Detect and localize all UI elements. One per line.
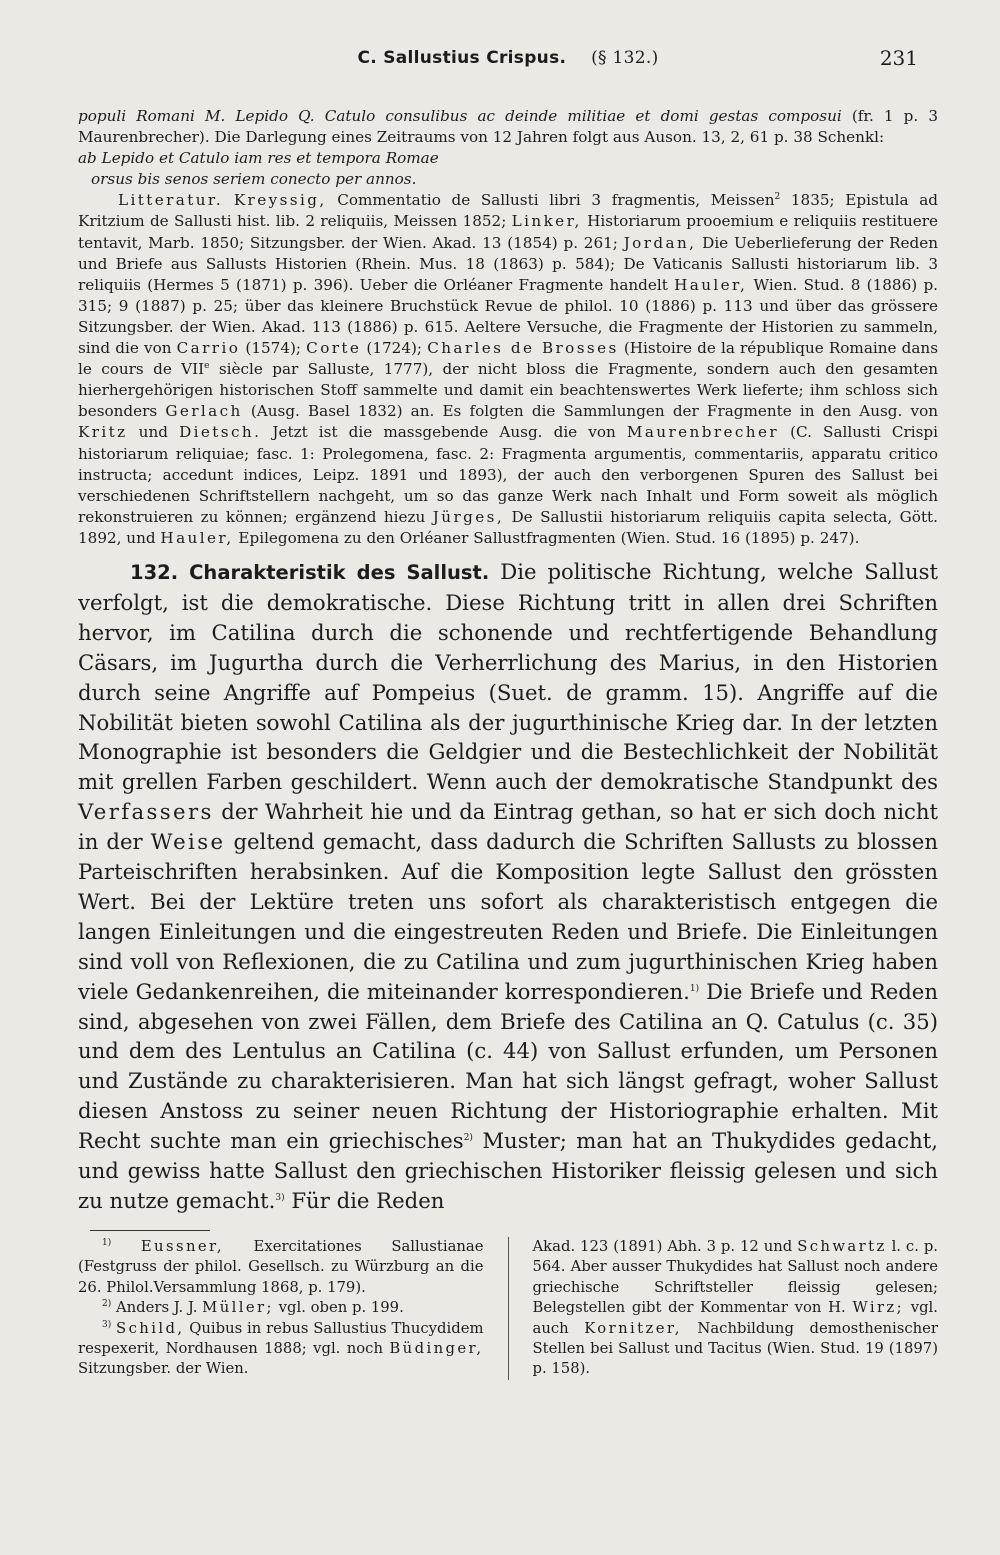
- book-page: [78, 40, 938, 1380]
- author-name: Schwartz: [797, 1237, 887, 1255]
- footnote-mark: 1): [102, 1237, 112, 1248]
- spaced-word: Weise: [150, 829, 226, 855]
- text-run: vgl. auch: [532, 1299, 938, 1337]
- author-name: Jürges,: [432, 507, 505, 526]
- superscript: 2: [774, 192, 781, 203]
- author-name: Schild,: [116, 1319, 185, 1337]
- page-number: 231: [879, 46, 918, 70]
- text-run: Die Ueberlieferung der Reden und Briefe aus Sallusts Historien (Rhein. Mus. 18 (1863) p. 584); De Vaticanis Sallusti historiarum lib. 3 reliquiis (Hermes 5 (1871) p. 396). Ueber die Orléaner Fragmente handelt: [78, 233, 938, 294]
- text-run: l. c. p. 564. Aber ausser Thukydides hat Sallust noch andere griechische Schriftsteller fleissig gelesen; Belegstellen gibt der Kommentar von H.: [532, 1237, 938, 1317]
- author-name: Corte: [306, 339, 362, 358]
- text-run: 1835; Epistula ad Kritzium de Sallusti hist. lib. 2 reliquiis, Meissen 1852;: [78, 191, 938, 231]
- running-header: [78, 40, 938, 76]
- text-run: Commentatio de Sallusti libri 3 fragmentis, Meissen: [326, 191, 775, 210]
- footnote-1: [78, 1237, 484, 1298]
- spaced-word: Verfassers: [78, 799, 214, 825]
- verse-line-1: ab Lepido et Catulo iam res et tempora Romae: [78, 149, 439, 168]
- author-name: Büdinger,: [389, 1339, 484, 1357]
- text-run: (1574);: [240, 339, 307, 358]
- footnote-3: [78, 1319, 484, 1380]
- footnote-column-divider: [508, 1237, 509, 1380]
- author-name: Linker,: [511, 212, 582, 231]
- footnote-3-continued: [533, 1237, 939, 1380]
- text-run: Nachbildung demosthenischer Stellen bei Sallust und Tacitus (Wien. Stud. 19 (1897) p. 158).: [532, 1319, 938, 1378]
- author-name: Kreyssig,: [233, 191, 327, 210]
- author-name: Wirz;: [852, 1299, 905, 1317]
- text-run: und: [127, 423, 180, 442]
- author-name: Hauler,: [674, 275, 748, 294]
- main-section: [78, 557, 938, 1216]
- running-title-text: C. Sallustius Crispus.: [357, 48, 567, 68]
- intro-text: (fr. 1 p. 3 Maurenbrecher). Die Darlegung eines Zeitraums von 12 Jahren folgt aus Auson. 13, 2, 61 p. 38 Schenkl:: [78, 107, 938, 147]
- author-name: Carrio: [176, 339, 241, 358]
- text-run: Anders J. J.: [111, 1299, 203, 1317]
- footnote-column-left: [78, 1237, 484, 1380]
- footnote-ref-3[interactable]: 3): [275, 1192, 285, 1203]
- text-run: geltend gemacht, dass dadurch die Schriften Sallusts zu blossen Parteischriften herabsinken. Auf die Komposition legte Sallust den grössten Wert. Bei der Lektüre treten uns sofort als charakteristisch entgegen die langen Einleitungen und die eingestreuten Reden und Briefe. Die Einleitungen sind voll von Reflexionen, die zu Catilina und zum jugurthinischen Krieg haben viele Gedankenreihen, die miteinander korrespondieren.: [78, 829, 938, 1004]
- author-name: Hauler,: [160, 528, 234, 547]
- text-run: siècle par Salluste, 1777), der nicht bloss die Fragmente, sondern auch den gesamten hierhergehörigen historischen Stoff sammelte und damit ein beachtenswertes Werk lieferte; ihm schloss sich besonders: [78, 360, 938, 421]
- text-run: (Histoire de la république Romaine dans le cours de VII: [78, 339, 939, 379]
- text-run: Akad. 123 (1891) Abh. 3 p. 12 und: [532, 1237, 798, 1255]
- author-name: Müller;: [202, 1299, 274, 1317]
- section-paragraph: [78, 557, 938, 1216]
- footnote-mark: 3): [102, 1319, 112, 1330]
- text-run: Wien. Stud. 8 (1886) p. 315; 9 (1887) p. 25; über das kleinere Bruchstück Revue de philol. 10 (1886) p. 113 und über das grössere Sitzungsber. der Wien. Akad. 113 (1886) p. 615. Aeltere Versuche, die Fragmente der Historien zu sammeln, sind die von: [78, 275, 938, 358]
- text-run: Die Briefe und Reden sind, abgesehen von zwei Fällen, dem Briefe des Catilina an Q. Catulus (c. 35) und dem des Lentulus an Catilina (c. 44) von Sallust erfunden, um Personen und Zustände zu charakterisieren. Man hat sich längst gefragt, woher Sallust diesen Anstoss zu seiner neuen Richtung der Historiographie erhalten. Mit Recht suchte man ein griechisches: [78, 978, 938, 1154]
- author-name: Kritz: [78, 423, 128, 442]
- latin-quote-inline: populi Romani M. Lepido Q. Catulo consulibus ac deinde militiae et domi gestas composui: [78, 107, 842, 125]
- author-name: Gerlach: [165, 402, 243, 421]
- text-run: (1724);: [361, 339, 428, 358]
- literature-block: [78, 106, 938, 549]
- author-name: Charles de Brosses: [427, 339, 619, 358]
- text-run: Sitzungsber. der Wien.: [78, 1360, 249, 1378]
- text-run: Für die Reden: [284, 1188, 445, 1213]
- footnote-ref-1[interactable]: 1): [689, 983, 700, 994]
- section-reference: (§ 132.): [591, 48, 659, 68]
- author-name: Eussner,: [140, 1237, 224, 1255]
- text-run: Exercitationes Sallustianae (Festgruss der philol. Gesellsch. zu Würzburg an die 26. Philol.Versammlung 1868, p. 179).: [78, 1237, 484, 1296]
- footnotes: [78, 1237, 938, 1380]
- litteratur-label: Litteratur.: [118, 191, 224, 210]
- section-heading: 132. Charakteristik des Sallust.: [130, 560, 490, 584]
- footnote-rule: [90, 1230, 210, 1231]
- author-name: Maurenbrecher: [626, 423, 780, 442]
- superscript: e: [204, 361, 210, 372]
- text-run: Jetzt ist die massgebende Ausg. die von: [261, 423, 627, 442]
- text-run: (Ausg. Basel 1832) an. Es folgten die Sammlungen der Fragmente in den Ausg. von: [242, 402, 938, 421]
- footnote-2: [78, 1298, 484, 1318]
- text-run: De Sallustii historiarum reliquiis capita selecta, Gött. 1892, und: [78, 507, 938, 547]
- text-run: Die politische Richtung, welche Sallust verfolgt, ist die demokratische. Diese Richtung tritt in allen drei Schriften hervor, im Catilina durch die schonende und rechtfertigende Behandlung Cäsars, im Jugurtha durch die Verherrlichung des Marius, in den Historien durch seine Angriffe auf Pompeius (Suet. de gramm. 15). Angriffe auf die Nobilität bieten sowohl Catilina als der jugurthinische Krieg dar. In der letzten Monographie ist besonders die Geldgier und die Bestechlichkeit der Nobilität mit grellen Farben geschildert. Wenn auch der demokratische Standpunkt des: [78, 558, 938, 795]
- text-run: Historiarum prooemium e reliquiis restituere tentavit, Marb. 1850; Sitzungsber. der Wien. Akad. 13 (1854) p. 261;: [78, 212, 939, 252]
- running-title: [78, 48, 938, 68]
- author-name: Dietsch.: [179, 423, 262, 442]
- intro-paragraph: [78, 106, 938, 148]
- text-run: (C. Sallusti Crispi historiarum reliquiae; fasc. 1: Prolegomena, fasc. 2: Fragmenta argumentis, commentariis, apparatu critico instructa; accedunt indices, Leipz. 1891 und 1893), der auch den verborgenen Spuren des Sallust bei verschiedenen Schriftstellern nachgeht, um so das ganze Werk nach Inhalt und Form soweit als möglich rekonstruieren zu können; ergänzend hiezu: [78, 423, 938, 526]
- text-run: vgl. oben p. 199.: [273, 1299, 404, 1317]
- author-name: Jordan,: [623, 233, 697, 252]
- text-run: Quibus in rebus Sallustius Thucydidem respexerit, Nordhausen 1888; vgl. noch: [78, 1319, 484, 1357]
- footnote-column-right: [533, 1237, 939, 1380]
- footnote-ref-2[interactable]: 2): [463, 1133, 473, 1144]
- verse-line-2: orsus bis senos seriem conecto per annos.: [91, 170, 417, 189]
- litteratur-paragraph: [78, 190, 938, 549]
- author-name: Kornitzer,: [584, 1319, 682, 1337]
- text-run: Epilegomena zu den Orléaner Sallustfragmenten (Wien. Stud. 16 (1895) p. 247).: [233, 528, 860, 547]
- text-run: der Wahrheit hie und da Eintrag gethan, so hat er sich doch nicht in der: [78, 799, 938, 855]
- footnote-mark: 2): [102, 1299, 112, 1310]
- verse-quote: [78, 148, 938, 190]
- text-run: Muster; man hat an Thukydides gedacht, und gewiss hatte Sallust den griechischen Historiker fleissig gelesen und sich zu nutze gemacht.: [78, 1128, 938, 1213]
